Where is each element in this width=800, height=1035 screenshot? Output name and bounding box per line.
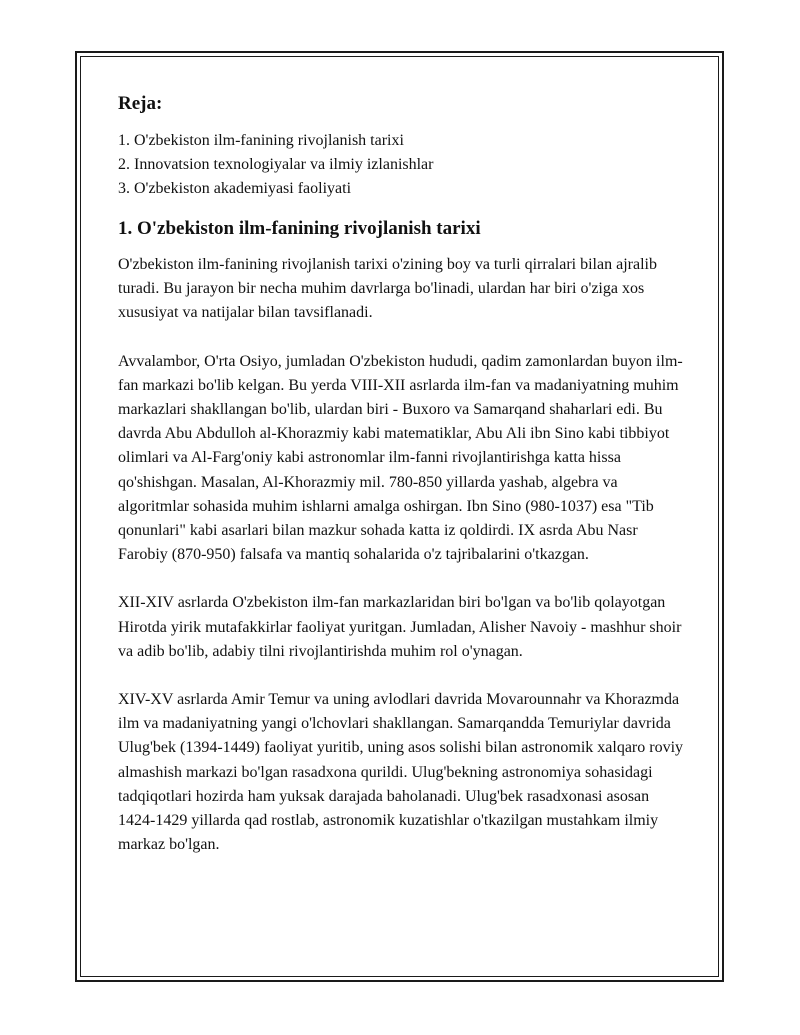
paragraph: Avvalambor, O'rta Osiyo, jumladan O'zbekiston hududi, qadim zamonlardan buyon ilm-fan markazi bo'lib kelgan. Bu yerda VIII-XII asrlarda ilm-fan va madaniyatning muhim markazlari shakllangan bo'lib, ulardan biri - Buxoro va Samarqand shaharlari edi. Bu davrda Abu Abdulloh al-Khorazmiy kabi matematiklar, Abu Ali ibn Sino kabi tibbiyot olimlari va Al-Farg'oniy kabi astronomlar ilm-fanni rivojlantirishga katta hissa qo'shishgan. Masalan, Al-Khorazmiy mil. 780-850 yillarda yashab, algebra va algoritmlar sohasida muhim ishlarni amalga oshirgan. Ibn Sino (980-1037) esa "Tib qonunlari" kabi asarlari bilan mazkur sohada katta iz qoldirdi. IX asrda Abu Nasr Farobiy (870-950) falsafa va mantiq sohalarida o'z tajribalarini o'tkazgan.: [118, 352, 683, 564]
document-body: [118, 92, 690, 881]
paragraph: XII-XIV asrlarda O'zbekiston ilm-fan markazlaridan biri bo'lgan va bo'lib qolayotgan Hirotda yirik mutafakkirlar faoliyat yuritgan. Jumladan, Alisher Navoiy - mashhur shoir va adib bo'lib, adabiy tilni rivojlantirishda muhim rol o'ynagan.: [118, 594, 682, 660]
plan-item: 3. O'zbekiston akademiyasi faoliyati: [118, 180, 352, 197]
section-title: 1. O'zbekiston ilm-fanining rivojlanish tarixi: [118, 218, 481, 239]
plan-item: 2. Innovatsion texnologiyalar va ilmiy izlanishlar: [118, 156, 434, 173]
paragraph: XIV-XV asrlarda Amir Temur va uning avlodlari davrida Movarounnahr va Khorazmda ilm va madaniyatning yangi o'lchovlari shakllangan. Samarqandda Temuriylar davrida Ulug'bek (1394-1449) faoliyat yuritib, uning asos solishi bilan astronomik xalqaro roviy almashish markazi bo'lgan rasadxona qurildi. Ulug'bekning astronomiya sohasidagi tadqiqotlari hozirda ham yuksak darajada baholanadi. Ulug'bek rasadxonasi asosan 1424-1429 yillarda qad rostlab, astronomik kuzatishlar o'tkazilgan mustahkam ilmiy markaz bo'lgan.: [118, 691, 684, 854]
plan-item: 1. O'zbekiston ilm-fanining rivojlanish tarixi: [118, 132, 404, 149]
plan-heading: Reja:: [118, 93, 163, 114]
paragraph: O'zbekiston ilm-fanining rivojlanish tarixi o'zining boy va turli qirralari bilan ajralib turadi. Bu jarayon bir necha muhim davrlarga bo'linadi, ulardan har biri o'ziga xos xususiyat va natijalar bilan tavsiflanadi.: [118, 256, 657, 322]
plan-list: [118, 129, 690, 201]
